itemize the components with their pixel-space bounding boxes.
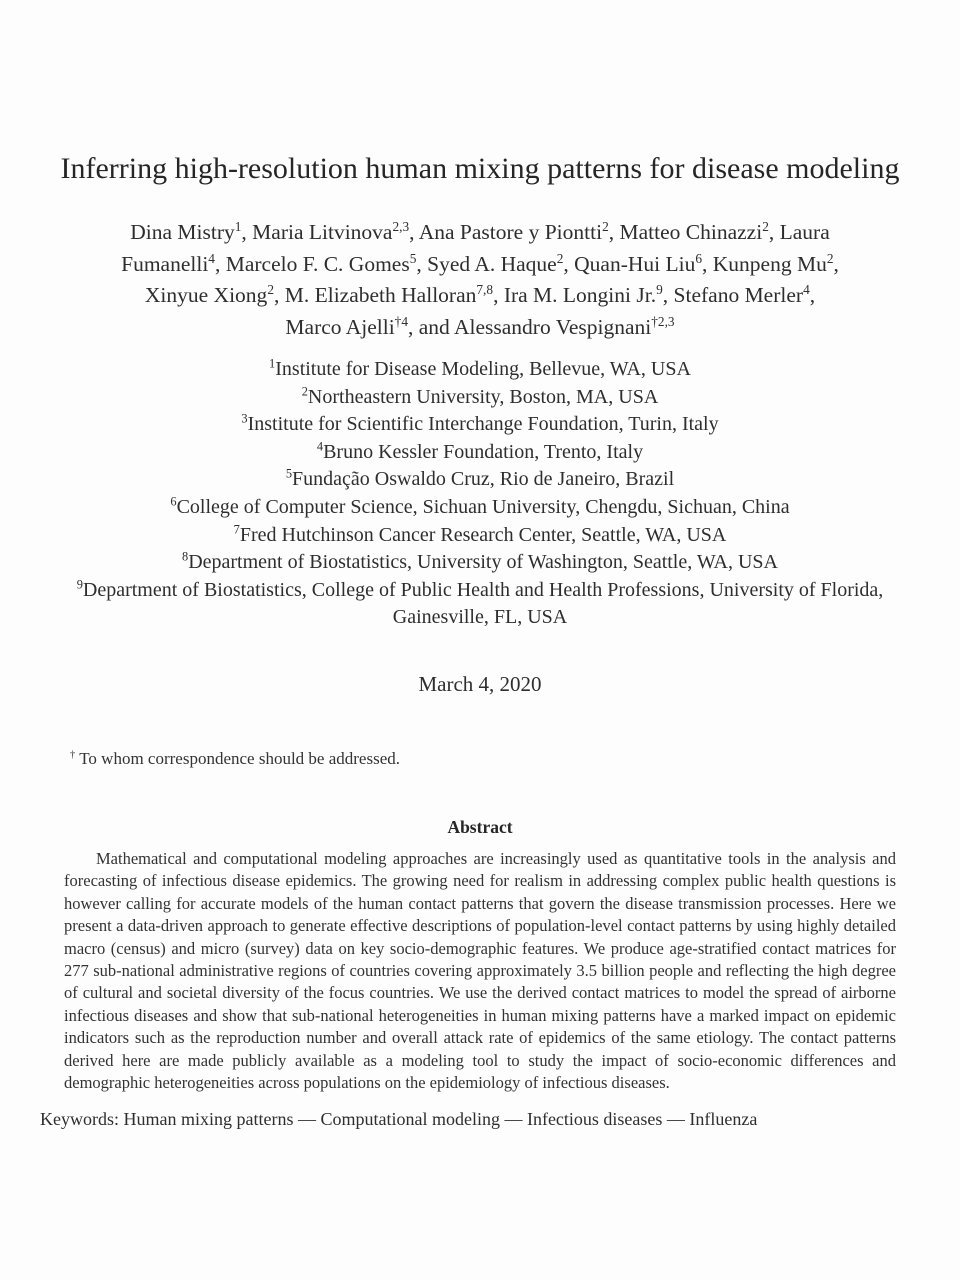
affiliation-number-superscript: 6 bbox=[170, 494, 177, 509]
affiliation-number-superscript: 1 bbox=[269, 356, 276, 371]
affiliation-item: $^8$Department of Biostatistics, University of Washington, Seattle, WA, USA bbox=[181, 549, 778, 574]
keywords-line bbox=[40, 1109, 920, 1130]
affiliation-number-superscript: 2 bbox=[301, 383, 308, 398]
affiliation-item: $^2$Northeastern University, Boston, MA, USA bbox=[301, 383, 659, 408]
affiliation-item: $^6$College of Computer Science, Sichuan University, Chengdu, Sichuan, China bbox=[170, 494, 790, 518]
correspondence-note-text: To whom correspondence should be addressed. bbox=[79, 748, 400, 768]
author-affiliation-superscript: 4 bbox=[803, 281, 810, 297]
author-affiliation-superscript: 7,8 bbox=[476, 281, 494, 297]
author-affiliation-superscript: 4 bbox=[208, 250, 215, 266]
author-affiliation-superscript: 6 bbox=[695, 250, 703, 266]
author-line: Xinyue Xiong$^2$, M. Elizabeth Halloran$^{7,8}$, Ira M. Longini Jr.$^9$, Stefano Merler$^4$, bbox=[144, 281, 816, 307]
affiliation-list bbox=[73, 356, 888, 632]
affiliation-item: $^4$Bruno Kessler Foundation, Trento, Italy bbox=[316, 439, 644, 463]
abstract-text: Mathematical and computational modeling approaches are increasingly used as quantitative tools in the analysis and forecasting of infectious disease epidemics. The growing need for realism in addressing complex public health questions is however calling for accurate models of the human contact patterns that govern the disease transmission processes. Here we present a data-driven approach to generate effective descriptions of population-level contact patterns by using highly detailed macro (census) and micro (survey) data on key socio-demographic features. We produce age-stratified contact matrices for 277 sub-national administrative regions of countries covering approximately 3.5 billion people and reflecting the high degree of cultural and societal diversity of the focus countries. We use the derived contact matrices to model the spread of airborne infectious diseases and show that sub-national heterogeneities in human mixing patterns have a marked impact on epidemic indicators such as the reproduction number and overall attack rate of epidemics of the same etiology. The contact patterns derived here are made publicly available as a modeling tool to study the impact of socio-economic differences and demographic heterogeneities across populations on the epidemiology of infectious diseases. bbox=[64, 848, 896, 1092]
author-affiliation-superscript: 2 bbox=[556, 250, 564, 266]
author-affiliation-superscript: 9 bbox=[656, 281, 663, 297]
author-affiliation-superscript: 2 bbox=[762, 218, 769, 234]
keywords-items: Human mixing patterns — Computational modeling — Infectious diseases — Influenza bbox=[123, 1109, 758, 1130]
author-affiliation-superscript: 5 bbox=[409, 250, 417, 266]
author-affiliation-superscript: 2 bbox=[267, 281, 274, 297]
affiliation-item: $^5$Fundação Oswaldo Cruz, Rio de Janeiro, Brazil bbox=[285, 466, 675, 491]
dagger-marker: † bbox=[70, 749, 76, 761]
affiliation-number-superscript: 7 bbox=[233, 521, 240, 536]
author-affiliation-superscript: 1 bbox=[234, 218, 242, 234]
author-list bbox=[40, 217, 920, 343]
author-affiliation-superscript: †4 bbox=[394, 313, 408, 329]
affiliation-number-superscript: 8 bbox=[181, 549, 189, 564]
author-line: Fumanelli$^4$, Marcelo F. C. Gomes$^5$, Syed A. Haque$^2$, Quan-Hui Liu$^6$, Kunpeng Mu$^2$, bbox=[121, 250, 839, 276]
affiliation-item: $^3$Institute for Scientific Interchange Foundation, Turin, Italy bbox=[241, 411, 719, 436]
affiliation-item: $^7$Fred Hutchinson Cancer Research Center, Seattle, WA, USA bbox=[233, 521, 727, 546]
author-affiliation-superscript: 2 bbox=[602, 218, 609, 234]
affiliation-number-superscript: 3 bbox=[241, 411, 248, 426]
affiliation-item: $^1$Institute for Disease Modeling, Bellevue, WA, USA bbox=[269, 356, 691, 380]
author-line: Dina Mistry$^1$, Maria Litvinova$^{2,3}$, Ana Pastore y Piontti$^2$, Matteo Chinazzi$^2$, Laura bbox=[130, 218, 830, 244]
author-affiliation-superscript: 2 bbox=[826, 250, 834, 266]
abstract-section bbox=[40, 817, 920, 1094]
author-line: Marco Ajelli$^{\dagger 4}$, and Alessandro Vespignani$^{\dagger 2,3}$ bbox=[285, 313, 675, 339]
paper-date: March 4, 2020 bbox=[418, 671, 542, 696]
correspondence-note bbox=[70, 749, 920, 769]
author-affiliation-superscript: †2,3 bbox=[651, 313, 675, 329]
affiliation-number-superscript: 5 bbox=[285, 466, 293, 481]
paper-title: Inferring high-resolution human mixing patterns for disease modeling bbox=[60, 152, 900, 185]
affiliation-number-superscript: 4 bbox=[316, 439, 324, 454]
keywords-label: Keywords: bbox=[40, 1109, 119, 1130]
abstract-heading: Abstract bbox=[447, 816, 513, 837]
author-affiliation-superscript: 2,3 bbox=[392, 218, 410, 234]
affiliation-number-superscript: 9 bbox=[76, 577, 83, 592]
affiliation-item: $^9$Department of Biostatistics, College of Public Health and Health Professions, University of Florida, Gainesville, FL, USA bbox=[76, 577, 884, 629]
